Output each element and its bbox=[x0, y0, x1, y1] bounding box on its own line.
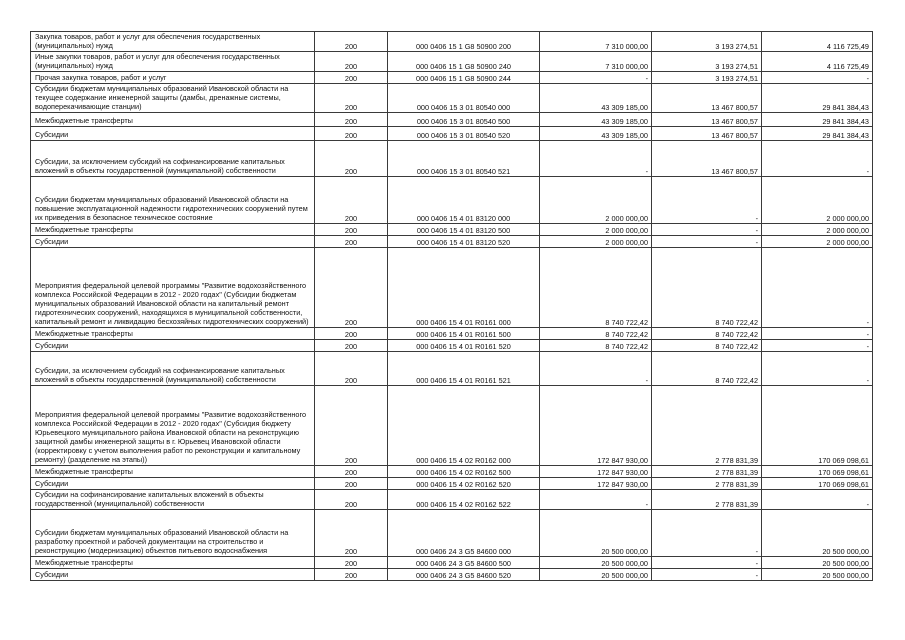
row-kvr-cell: 200 bbox=[315, 490, 388, 510]
row-remaining-cell: 4 116 725,49 bbox=[762, 52, 873, 72]
table-row bbox=[31, 352, 873, 386]
row-approved-cell: 20 500 000,00 bbox=[540, 510, 652, 557]
row-name-cell: Прочая закупка товаров, работ и услуг bbox=[31, 72, 315, 84]
row-name-cell: Субсидии на софинансирование капитальных вложений в объекты государственной (муниципальной) собственности bbox=[31, 490, 315, 510]
row-executed-cell: 2 778 831,39 bbox=[652, 478, 762, 490]
row-approved-cell: 7 310 000,00 bbox=[540, 52, 652, 72]
row-executed-cell: - bbox=[652, 569, 762, 581]
row-name-cell: Субсидии bbox=[31, 340, 315, 352]
row-kvr-cell: 200 bbox=[315, 84, 388, 113]
row-executed-cell: - bbox=[652, 510, 762, 557]
row-code-cell: 000 0406 15 4 01 R0161 500 bbox=[388, 328, 540, 340]
row-kvr-cell: 200 bbox=[315, 328, 388, 340]
row-code-cell: 000 0406 15 1 G8 50900 240 bbox=[388, 52, 540, 72]
row-executed-cell: 8 740 722,42 bbox=[652, 248, 762, 328]
budget-table-body bbox=[31, 32, 873, 581]
row-approved-cell: - bbox=[540, 141, 652, 177]
row-code-cell: 000 0406 24 3 G5 84600 500 bbox=[388, 557, 540, 569]
row-executed-cell: - bbox=[652, 177, 762, 224]
row-approved-cell: 2 000 000,00 bbox=[540, 224, 652, 236]
row-name-cell: Межбюджетные трансферты bbox=[31, 466, 315, 478]
row-name-cell: Субсидии бюджетам муниципальных образований Ивановской области на повышение эксплуатационной надежности гидротехнических сооружений путем их приведения в безопасное техническое состояние bbox=[31, 177, 315, 224]
row-executed-cell: 8 740 722,42 bbox=[652, 352, 762, 386]
row-name-cell: Межбюджетные трансферты bbox=[31, 328, 315, 340]
row-executed-cell: - bbox=[652, 557, 762, 569]
row-name-cell: Закупка товаров, работ и услуг для обеспечения государственных (муниципальных) нужд bbox=[31, 32, 315, 52]
row-code-cell: 000 0406 15 4 01 83120 520 bbox=[388, 236, 540, 248]
table-row bbox=[31, 84, 873, 113]
row-kvr-cell: 200 bbox=[315, 340, 388, 352]
row-approved-cell: 8 740 722,42 bbox=[540, 340, 652, 352]
row-code-cell: 000 0406 15 4 01 R0161 000 bbox=[388, 248, 540, 328]
row-approved-cell: 43 309 185,00 bbox=[540, 113, 652, 127]
row-approved-cell: - bbox=[540, 72, 652, 84]
row-remaining-cell: 4 116 725,49 bbox=[762, 32, 873, 52]
row-approved-cell: 2 000 000,00 bbox=[540, 236, 652, 248]
row-name-cell: Субсидии bbox=[31, 236, 315, 248]
row-executed-cell: 2 778 831,39 bbox=[652, 386, 762, 466]
row-code-cell: 000 0406 24 3 G5 84600 520 bbox=[388, 569, 540, 581]
row-approved-cell: 20 500 000,00 bbox=[540, 569, 652, 581]
row-kvr-cell: 200 bbox=[315, 236, 388, 248]
row-approved-cell: 7 310 000,00 bbox=[540, 32, 652, 52]
row-remaining-cell: 29 841 384,43 bbox=[762, 127, 873, 141]
budget-report-sheet bbox=[30, 31, 872, 581]
row-remaining-cell: 170 069 098,61 bbox=[762, 478, 873, 490]
table-row bbox=[31, 386, 873, 466]
row-approved-cell: 2 000 000,00 bbox=[540, 177, 652, 224]
table-row bbox=[31, 141, 873, 177]
row-remaining-cell: - bbox=[762, 352, 873, 386]
table-row bbox=[31, 32, 873, 52]
row-code-cell: 000 0406 15 4 02 R0162 520 bbox=[388, 478, 540, 490]
row-executed-cell: 8 740 722,42 bbox=[652, 340, 762, 352]
row-executed-cell: 8 740 722,42 bbox=[652, 328, 762, 340]
row-code-cell: 000 0406 15 3 01 80540 500 bbox=[388, 113, 540, 127]
row-code-cell: 000 0406 15 3 01 80540 520 bbox=[388, 127, 540, 141]
row-approved-cell: 8 740 722,42 bbox=[540, 328, 652, 340]
row-remaining-cell: - bbox=[762, 248, 873, 328]
table-row bbox=[31, 466, 873, 478]
table-row bbox=[31, 328, 873, 340]
row-kvr-cell: 200 bbox=[315, 224, 388, 236]
table-row bbox=[31, 478, 873, 490]
row-approved-cell: - bbox=[540, 352, 652, 386]
row-approved-cell: 20 500 000,00 bbox=[540, 557, 652, 569]
row-code-cell: 000 0406 15 1 G8 50900 244 bbox=[388, 72, 540, 84]
row-name-cell: Субсидии бюджетам муниципальных образований Ивановской области на разработку проектной и рабочей документации на строительство и реконструкцию (модернизацию) объектов питьевого водоснабжения bbox=[31, 510, 315, 557]
row-name-cell: Субсидии bbox=[31, 478, 315, 490]
row-approved-cell: 8 740 722,42 bbox=[540, 248, 652, 328]
table-row bbox=[31, 52, 873, 72]
row-code-cell: 000 0406 15 4 02 R0162 000 bbox=[388, 386, 540, 466]
row-name-cell: Субсидии bbox=[31, 569, 315, 581]
table-row bbox=[31, 510, 873, 557]
row-kvr-cell: 200 bbox=[315, 113, 388, 127]
row-kvr-cell: 200 bbox=[315, 478, 388, 490]
row-executed-cell: 3 193 274,51 bbox=[652, 52, 762, 72]
row-code-cell: 000 0406 15 4 01 R0161 521 bbox=[388, 352, 540, 386]
row-executed-cell: 3 193 274,51 bbox=[652, 32, 762, 52]
table-row bbox=[31, 569, 873, 581]
row-name-cell: Межбюджетные трансферты bbox=[31, 557, 315, 569]
row-code-cell: 000 0406 15 3 01 80540 521 bbox=[388, 141, 540, 177]
row-code-cell: 000 0406 15 4 01 83120 500 bbox=[388, 224, 540, 236]
row-kvr-cell: 200 bbox=[315, 569, 388, 581]
row-kvr-cell: 200 bbox=[315, 386, 388, 466]
row-code-cell: 000 0406 15 4 01 83120 000 bbox=[388, 177, 540, 224]
row-executed-cell: 3 193 274,51 bbox=[652, 72, 762, 84]
row-kvr-cell: 200 bbox=[315, 127, 388, 141]
row-remaining-cell: 2 000 000,00 bbox=[762, 224, 873, 236]
row-approved-cell: 43 309 185,00 bbox=[540, 84, 652, 113]
row-executed-cell: 13 467 800,57 bbox=[652, 84, 762, 113]
row-approved-cell: - bbox=[540, 490, 652, 510]
row-name-cell: Субсидии бюджетам муниципальных образований Ивановской области на текущее содержание инженерной защиты (дамбы, дренажные системы, водоперекачивающие станции) bbox=[31, 84, 315, 113]
row-code-cell: 000 0406 15 4 01 R0161 520 bbox=[388, 340, 540, 352]
table-row bbox=[31, 557, 873, 569]
row-kvr-cell: 200 bbox=[315, 248, 388, 328]
row-kvr-cell: 200 bbox=[315, 557, 388, 569]
row-remaining-cell: 29 841 384,43 bbox=[762, 113, 873, 127]
row-name-cell: Межбюджетные трансферты bbox=[31, 224, 315, 236]
row-executed-cell: 13 467 800,57 bbox=[652, 127, 762, 141]
row-remaining-cell: 2 000 000,00 bbox=[762, 177, 873, 224]
row-name-cell: Субсидии, за исключением субсидий на софинансирование капитальных вложений в объекты государственной (муниципальной) собственности bbox=[31, 141, 315, 177]
row-remaining-cell: - bbox=[762, 328, 873, 340]
row-name-cell: Субсидии, за исключением субсидий на софинансирование капитальных вложений в объекты государственной (муниципальной) собственности bbox=[31, 352, 315, 386]
table-row bbox=[31, 248, 873, 328]
row-code-cell: 000 0406 15 1 G8 50900 200 bbox=[388, 32, 540, 52]
row-remaining-cell: 20 500 000,00 bbox=[762, 510, 873, 557]
row-executed-cell: 13 467 800,57 bbox=[652, 141, 762, 177]
row-remaining-cell: - bbox=[762, 490, 873, 510]
budget-table bbox=[30, 31, 873, 581]
row-kvr-cell: 200 bbox=[315, 466, 388, 478]
row-remaining-cell: 170 069 098,61 bbox=[762, 466, 873, 478]
table-row bbox=[31, 177, 873, 224]
row-name-cell: Мероприятия федеральной целевой программы "Развитие водохозяйственного комплекса Российской Федерации в 2012 - 2020 годах" (Субсидия бюджету Юрьевецкого муниципального района Ивановской области на реконструкцию защитной дамбы инженерной защиты в г. Юрьевец Ивановской области (корректировку с учетом выполнения работ по реконструкции и капитальному ремонту) (разделение на этапы)) bbox=[31, 386, 315, 466]
row-remaining-cell: 2 000 000,00 bbox=[762, 236, 873, 248]
row-kvr-cell: 200 bbox=[315, 177, 388, 224]
table-row bbox=[31, 113, 873, 127]
row-executed-cell: - bbox=[652, 224, 762, 236]
row-remaining-cell: 20 500 000,00 bbox=[762, 557, 873, 569]
row-approved-cell: 43 309 185,00 bbox=[540, 127, 652, 141]
row-kvr-cell: 200 bbox=[315, 52, 388, 72]
row-kvr-cell: 200 bbox=[315, 510, 388, 557]
row-executed-cell: 2 778 831,39 bbox=[652, 466, 762, 478]
row-remaining-cell: 29 841 384,43 bbox=[762, 84, 873, 113]
row-kvr-cell: 200 bbox=[315, 352, 388, 386]
row-executed-cell: 2 778 831,39 bbox=[652, 490, 762, 510]
row-remaining-cell: 170 069 098,61 bbox=[762, 386, 873, 466]
row-code-cell: 000 0406 15 4 02 R0162 500 bbox=[388, 466, 540, 478]
row-remaining-cell: - bbox=[762, 72, 873, 84]
row-kvr-cell: 200 bbox=[315, 72, 388, 84]
table-row bbox=[31, 236, 873, 248]
row-code-cell: 000 0406 15 4 02 R0162 522 bbox=[388, 490, 540, 510]
table-row bbox=[31, 224, 873, 236]
row-name-cell: Мероприятия федеральной целевой программы "Развитие водохозяйственного комплекса Российской Федерации в 2012 - 2020 годах" (Субсидии бюджетам муниципальных образований Ивановской области на капитальный ремонт гидротехнических сооружений, находящихся в муниципальной собственности, капитальный ремонт и ликвидацию бесхозяйных гидротехнических сооружений) bbox=[31, 248, 315, 328]
row-name-cell: Межбюджетные трансферты bbox=[31, 113, 315, 127]
table-row bbox=[31, 72, 873, 84]
row-kvr-cell: 200 bbox=[315, 141, 388, 177]
table-row bbox=[31, 127, 873, 141]
row-executed-cell: - bbox=[652, 236, 762, 248]
row-approved-cell: 172 847 930,00 bbox=[540, 386, 652, 466]
row-remaining-cell: - bbox=[762, 340, 873, 352]
row-approved-cell: 172 847 930,00 bbox=[540, 478, 652, 490]
row-remaining-cell: 20 500 000,00 bbox=[762, 569, 873, 581]
row-kvr-cell: 200 bbox=[315, 32, 388, 52]
row-code-cell: 000 0406 24 3 G5 84600 000 bbox=[388, 510, 540, 557]
row-approved-cell: 172 847 930,00 bbox=[540, 466, 652, 478]
row-name-cell: Субсидии bbox=[31, 127, 315, 141]
table-row bbox=[31, 340, 873, 352]
row-executed-cell: 13 467 800,57 bbox=[652, 113, 762, 127]
table-row bbox=[31, 490, 873, 510]
row-name-cell: Иные закупки товаров, работ и услуг для обеспечения государственных (муниципальных) нужд bbox=[31, 52, 315, 72]
row-remaining-cell: - bbox=[762, 141, 873, 177]
row-code-cell: 000 0406 15 3 01 80540 000 bbox=[388, 84, 540, 113]
